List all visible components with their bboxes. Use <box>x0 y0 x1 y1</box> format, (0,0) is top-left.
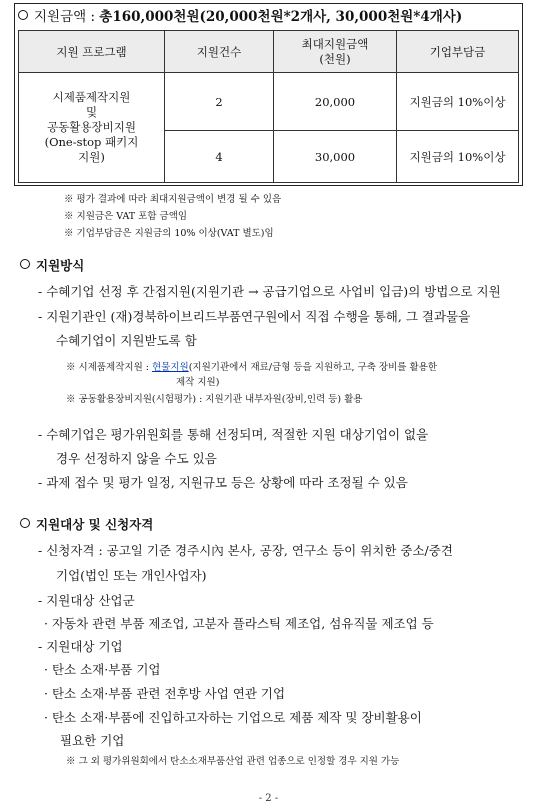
method-bullet: - 수혜기업은 평가위원회를 통해 선정되며, 적절한 지원 대상기업이 없을 <box>38 427 429 442</box>
hollow-circle-icon <box>20 259 30 269</box>
count-cell: 4 <box>165 131 274 183</box>
target-sub-bullet: · 탄소 소재·부품에 진입하고자하는 기업으로 제품 제작 및 장비활용이 <box>44 710 422 725</box>
target-bullet: - 지원대상 산업군 <box>38 593 135 608</box>
table-row <box>19 73 519 131</box>
target-bullet: - 지원대상 기업 <box>38 639 123 654</box>
page-number: - 2 - <box>258 793 279 804</box>
method-bullet-cont: 수혜기업이 지원받도록 함 <box>56 333 197 348</box>
target-bullet: - 신청자격 : 공고일 기준 경주시內 본사, 공장, 연구소 등이 위치한 중소/중견 <box>38 543 453 558</box>
method-note: ※ 시제품제작지원 : 현물지원(지원기관에서 재료/금형 등을 지원하고, 구축 장비를 활용한 <box>66 362 438 373</box>
method-bullet-cont: 경우 선정하지 않을 수도 있음 <box>56 451 217 466</box>
method-note: ※ 공동활용장비지원(시험평가) : 지원기관 내부자원(장비,인력 등) 활용 <box>66 394 363 405</box>
count-cell: 2 <box>165 73 274 131</box>
method-bullet: - 지원기관인 (재)경북하이브리드부품연구원에서 직접 수행을 통해, 그 결과물을 <box>38 309 471 324</box>
burden-cell: 지원금의 10%이상 <box>397 73 519 131</box>
method-bullet: - 수혜기업 선정 후 간접지원(지원기관 → 공급기업으로 사업비 입금)의 방법으로 지원 <box>38 284 501 299</box>
target-bullet-cont: 기업(법인 또는 개인사업자) <box>56 568 207 583</box>
target-sub-bullet: · 탄소 소재·부품 기업 <box>44 662 161 677</box>
method-bullet: - 과제 접수 및 평가 일정, 지원규모 등은 상황에 따라 조정될 수 있음 <box>38 475 408 490</box>
section-heading-target: 지원대상 및 신청자격 <box>20 515 153 533</box>
section-heading-method: 지원방식 <box>20 256 84 274</box>
support-amount-value: 총160,000천원(20,000천원*2개사, 30,000천원*4개사) <box>99 9 463 25</box>
support-table <box>18 30 519 183</box>
target-sub-bullet: · 자동차 관련 부품 제조업, 고분자 플라스틱 제조업, 섬유직물 제조업 등 <box>44 616 434 631</box>
target-sub-bullet-cont: 필요한 기업 <box>60 733 125 748</box>
amount-notes: ※ 평가 결과에 따라 최대지원금액이 변경 될 수 있음 ※ 지원금은 VAT 포함 금액임 ※ 기업부담금은 지원금의 10% 이상(VAT 별도)임 <box>64 194 282 239</box>
target-sub-bullet: · 탄소 소재·부품 관련 전후방 사업 연관 기업 <box>44 686 286 701</box>
in-kind-support-link: 현물지원 <box>152 362 189 373</box>
max-amount-cell: 20,000 <box>274 73 397 131</box>
table-header-program: 지원 프로그램 <box>19 31 165 73</box>
hollow-circle-icon <box>20 518 30 528</box>
method-note-cont: 제작 지원) <box>176 377 220 388</box>
table-header-max: 최대지원금액 (천원) <box>274 31 397 73</box>
program-cell: 시제품제작지원 및 공동활용장비지원 (One-stop 패키지 지원) <box>19 73 165 183</box>
target-note: ※ 그 외 평가위원회에서 탄소소재부품산업 관련 업종으로 인정할 경우 지원 가능 <box>66 756 400 767</box>
table-header-count: 지원건수 <box>165 31 274 73</box>
max-amount-cell: 30,000 <box>274 131 397 183</box>
burden-cell: 지원금의 10%이상 <box>397 131 519 183</box>
table-header-row <box>19 31 519 73</box>
hollow-circle-icon <box>18 10 28 20</box>
table-header-burden: 기업부담금 <box>397 31 519 73</box>
support-amount-heading: 지원금액 : 총160,000천원(20,000천원*2개사, 30,000천원*4개사) <box>18 5 462 25</box>
